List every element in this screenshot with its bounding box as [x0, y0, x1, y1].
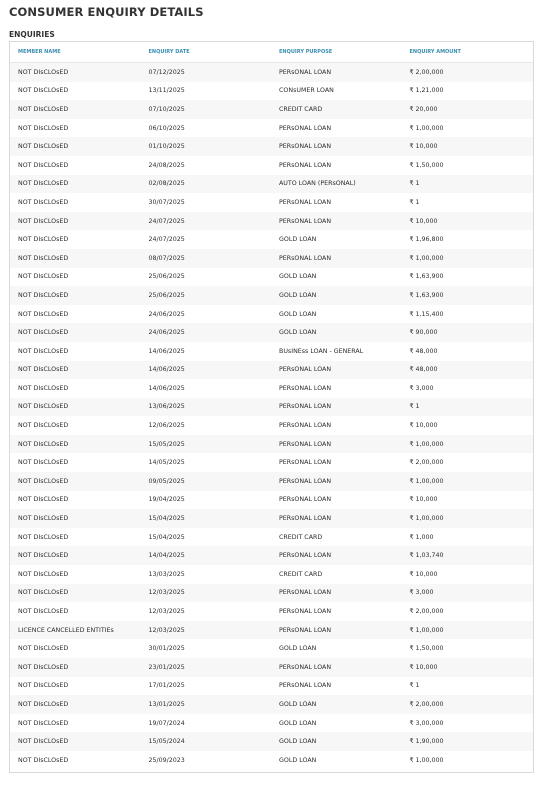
- table-row: [10, 472, 533, 491]
- enquiry-purpose-cell: GOLD LOAN: [279, 719, 317, 727]
- enquiry-date-cell: 13/11/2025: [148, 87, 185, 95]
- member-name-cell: NOT DIsCLOsED: [18, 440, 69, 448]
- enquiry-amount-cell: ₹ 1,00,000: [409, 124, 444, 132]
- enquiry-purpose-cell: PERsONAL LOAN: [279, 198, 332, 206]
- member-name-cell: NOT DIsCLOsED: [18, 310, 69, 318]
- member-name-cell: NOT DIsCLOsED: [18, 459, 69, 467]
- member-name-cell: NOT DIsCLOsED: [18, 422, 69, 430]
- enquiry-amount-cell: ₹ 3,000: [409, 384, 434, 392]
- table-row: [10, 584, 533, 603]
- enquiry-amount-cell: ₹ 1,96,800: [409, 236, 444, 244]
- enquiry-purpose-cell: PERsONAL LOAN: [279, 589, 332, 597]
- enquiry-date-cell: 15/04/2025: [148, 533, 185, 541]
- table-row: [10, 230, 533, 249]
- table-body: [10, 63, 533, 770]
- member-name-cell: NOT DIsCLOsED: [18, 273, 69, 281]
- enquiry-purpose-cell: PERsONAL LOAN: [279, 682, 332, 690]
- enquiry-amount-cell: ₹ 10,000: [409, 496, 438, 504]
- column-header-member-name: MEMBER NAME: [18, 49, 61, 55]
- column-header-enquiry-amount: ENQUIRY AMOUNT: [409, 49, 461, 55]
- enquiry-purpose-cell: PERsONAL LOAN: [279, 663, 332, 671]
- enquiry-purpose-cell: PERsONAL LOAN: [279, 161, 332, 169]
- enquiry-amount-cell: ₹ 1: [409, 682, 420, 690]
- table-row: [10, 63, 533, 82]
- member-name-cell: NOT DIsCLOsED: [18, 570, 69, 578]
- enquiries-table: [10, 42, 533, 770]
- enquiry-amount-cell: ₹ 1,50,000: [409, 161, 444, 169]
- enquiry-date-cell: 13/03/2025: [148, 570, 185, 578]
- enquiry-amount-cell: ₹ 1,63,900: [409, 291, 444, 299]
- table-row: [10, 621, 533, 640]
- enquiry-amount-cell: ₹ 3,000: [409, 589, 434, 597]
- member-name-cell: NOT DIsCLOsED: [18, 645, 69, 653]
- enquiry-amount-cell: ₹ 10,000: [409, 422, 438, 430]
- table-row: [10, 509, 533, 528]
- enquiry-purpose-cell: PERsONAL LOAN: [279, 124, 332, 132]
- enquiry-amount-cell: ₹ 48,000: [409, 366, 438, 374]
- enquiry-date-cell: 14/06/2025: [148, 347, 185, 355]
- enquiry-date-cell: 12/03/2025: [148, 608, 185, 616]
- enquiry-amount-cell: ₹ 2,00,000: [409, 459, 444, 467]
- member-name-cell: NOT DIsCLOsED: [18, 161, 69, 169]
- enquiry-purpose-cell: GOLD LOAN: [279, 738, 317, 746]
- enquiry-amount-cell: ₹ 1,63,900: [409, 273, 444, 281]
- table-row: [10, 342, 533, 361]
- enquiry-purpose-cell: GOLD LOAN: [279, 236, 317, 244]
- member-name-cell: NOT DIsCLOsED: [18, 608, 69, 616]
- table-row: [10, 119, 533, 138]
- table-row: [10, 528, 533, 547]
- enquiry-date-cell: 25/09/2023: [148, 756, 185, 764]
- member-name-cell: NOT DIsCLOsED: [18, 254, 69, 262]
- member-name-cell: NOT DIsCLOsED: [18, 719, 69, 727]
- enquiry-date-cell: 30/01/2025: [148, 645, 185, 653]
- member-name-cell: NOT DIsCLOsED: [18, 384, 69, 392]
- enquiry-amount-cell: ₹ 2,00,000: [409, 700, 444, 708]
- member-name-cell: NOT DIsCLOsED: [18, 291, 69, 299]
- member-name-cell: NOT DIsCLOsED: [18, 347, 69, 355]
- enquiry-amount-cell: ₹ 1: [409, 180, 420, 188]
- enquiry-date-cell: 13/01/2025: [148, 700, 185, 708]
- enquiry-amount-cell: ₹ 10,000: [409, 143, 438, 151]
- column-header-enquiry-purpose: ENQUIRY PURPOSE: [279, 49, 333, 55]
- member-name-cell: NOT DIsCLOsED: [18, 496, 69, 504]
- enquiry-date-cell: 24/07/2025: [148, 217, 185, 225]
- enquiries-table-card: [9, 41, 534, 773]
- enquiry-purpose-cell: PERsONAL LOAN: [279, 143, 332, 151]
- enquiry-purpose-cell: PERsONAL LOAN: [279, 403, 332, 411]
- table-row: [10, 602, 533, 621]
- member-name-cell: NOT DIsCLOsED: [18, 105, 69, 113]
- enquiry-date-cell: 12/03/2025: [148, 589, 185, 597]
- enquiry-date-cell: 07/10/2025: [148, 105, 185, 113]
- enquiry-amount-cell: ₹ 1,90,000: [409, 738, 444, 746]
- section-title: ENQUIRIES: [9, 30, 55, 39]
- table-row: [10, 453, 533, 472]
- enquiry-amount-cell: ₹ 1,00,000: [409, 515, 444, 523]
- member-name-cell: NOT DIsCLOsED: [18, 663, 69, 671]
- enquiry-date-cell: 24/07/2025: [148, 236, 185, 244]
- enquiry-amount-cell: ₹ 1,00,000: [409, 254, 444, 262]
- enquiry-date-cell: 14/06/2025: [148, 366, 185, 374]
- enquiry-amount-cell: ₹ 1: [409, 403, 420, 411]
- enquiry-amount-cell: ₹ 1,03,740: [409, 552, 444, 560]
- table-row: [10, 249, 533, 268]
- enquiry-amount-cell: ₹ 1,00,000: [409, 477, 444, 485]
- table-row: [10, 100, 533, 119]
- enquiry-purpose-cell: BUsINEss LOAN - GENERAL: [279, 347, 364, 355]
- enquiry-purpose-cell: PERsONAL LOAN: [279, 217, 332, 225]
- enquiry-purpose-cell: CREDIT CARD: [279, 570, 323, 578]
- table-row: [10, 546, 533, 565]
- enquiry-amount-cell: ₹ 1,000: [409, 533, 434, 541]
- table-row: [10, 361, 533, 380]
- enquiry-purpose-cell: GOLD LOAN: [279, 329, 317, 337]
- table-row: [10, 175, 533, 194]
- enquiry-purpose-cell: CONsUMER LOAN: [279, 87, 334, 95]
- enquiry-purpose-cell: PERsONAL LOAN: [279, 440, 332, 448]
- enquiry-purpose-cell: AUTO LOAN (PERsONAL): [279, 180, 356, 188]
- member-name-cell: NOT DIsCLOsED: [18, 756, 69, 764]
- enquiry-purpose-cell: GOLD LOAN: [279, 273, 317, 281]
- table-row: [10, 82, 533, 101]
- enquiry-amount-cell: ₹ 1,00,000: [409, 440, 444, 448]
- enquiry-date-cell: 24/06/2025: [148, 329, 185, 337]
- enquiry-date-cell: 17/01/2025: [148, 682, 185, 690]
- enquiry-date-cell: 24/08/2025: [148, 161, 185, 169]
- member-name-cell: NOT DIsCLOsED: [18, 477, 69, 485]
- enquiry-amount-cell: ₹ 90,000: [409, 329, 438, 337]
- enquiry-purpose-cell: PERsONAL LOAN: [279, 608, 332, 616]
- enquiry-date-cell: 09/05/2025: [148, 477, 185, 485]
- member-name-cell: NOT DIsCLOsED: [18, 329, 69, 337]
- table-row: [10, 193, 533, 212]
- page-title: CONSUMER ENQUIRY DETAILS: [9, 5, 204, 19]
- enquiry-purpose-cell: PERsONAL LOAN: [279, 422, 332, 430]
- enquiry-date-cell: 01/10/2025: [148, 143, 185, 151]
- enquiry-date-cell: 19/04/2025: [148, 496, 185, 504]
- enquiry-date-cell: 06/10/2025: [148, 124, 185, 132]
- member-name-cell: NOT DIsCLOsED: [18, 589, 69, 597]
- enquiry-amount-cell: ₹ 3,00,000: [409, 719, 444, 727]
- table-row: [10, 305, 533, 324]
- member-name-cell: NOT DIsCLOsED: [18, 552, 69, 560]
- member-name-cell: NOT DIsCLOsED: [18, 738, 69, 746]
- enquiry-amount-cell: ₹ 1,00,000: [409, 626, 444, 634]
- enquiry-purpose-cell: PERsONAL LOAN: [279, 477, 332, 485]
- enquiry-date-cell: 15/04/2025: [148, 515, 185, 523]
- enquiry-amount-cell: ₹ 20,000: [409, 105, 438, 113]
- enquiry-date-cell: 12/06/2025: [148, 422, 185, 430]
- enquiry-purpose-cell: PERsONAL LOAN: [279, 515, 332, 523]
- table-row: [10, 379, 533, 398]
- enquiry-date-cell: 15/05/2024: [148, 738, 185, 746]
- enquiry-amount-cell: ₹ 10,000: [409, 570, 438, 578]
- table-row: [10, 565, 533, 584]
- table-row: [10, 156, 533, 175]
- enquiry-date-cell: 12/03/2025: [148, 626, 185, 634]
- enquiry-amount-cell: ₹ 1,15,400: [409, 310, 444, 318]
- member-name-cell: NOT DIsCLOsED: [18, 403, 69, 411]
- enquiry-date-cell: 30/07/2025: [148, 198, 185, 206]
- table-row: [10, 212, 533, 231]
- table-row: [10, 751, 533, 770]
- enquiry-amount-cell: ₹ 1,00,000: [409, 756, 444, 764]
- table-row: [10, 323, 533, 342]
- enquiry-date-cell: 25/06/2025: [148, 273, 185, 281]
- enquiry-amount-cell: ₹ 48,000: [409, 347, 438, 355]
- enquiry-amount-cell: ₹ 10,000: [409, 217, 438, 225]
- enquiry-date-cell: 14/05/2025: [148, 459, 185, 467]
- member-name-cell: NOT DIsCLOsED: [18, 68, 69, 76]
- member-name-cell: NOT DIsCLOsED: [18, 143, 69, 151]
- enquiry-purpose-cell: GOLD LOAN: [279, 645, 317, 653]
- table-row: [10, 677, 533, 696]
- enquiry-date-cell: 02/08/2025: [148, 180, 185, 188]
- enquiry-amount-cell: ₹ 10,000: [409, 663, 438, 671]
- member-name-cell: NOT DIsCLOsED: [18, 180, 69, 188]
- enquiry-date-cell: 14/06/2025: [148, 384, 185, 392]
- enquiry-date-cell: 14/04/2025: [148, 552, 185, 560]
- table-row: [10, 491, 533, 510]
- enquiry-amount-cell: ₹ 2,00,000: [409, 68, 444, 76]
- table-row: [10, 732, 533, 751]
- enquiry-date-cell: 19/07/2024: [148, 719, 185, 727]
- table-row: [10, 137, 533, 156]
- enquiry-purpose-cell: PERsONAL LOAN: [279, 366, 332, 374]
- column-header-enquiry-date: ENQUIRY DATE: [148, 49, 190, 55]
- table-row: [10, 398, 533, 417]
- member-name-cell: NOT DIsCLOsED: [18, 124, 69, 132]
- enquiry-amount-cell: ₹ 1,50,000: [409, 645, 444, 653]
- member-name-cell: NOT DIsCLOsED: [18, 217, 69, 225]
- member-name-cell: NOT DIsCLOsED: [18, 198, 69, 206]
- enquiry-purpose-cell: PERsONAL LOAN: [279, 254, 332, 262]
- table-row: [10, 639, 533, 658]
- enquiry-amount-cell: ₹ 1,21,000: [409, 87, 444, 95]
- enquiry-purpose-cell: GOLD LOAN: [279, 291, 317, 299]
- member-name-cell: NOT DIsCLOsED: [18, 682, 69, 690]
- enquiry-purpose-cell: PERsONAL LOAN: [279, 626, 332, 634]
- enquiry-purpose-cell: GOLD LOAN: [279, 310, 317, 318]
- table-row: [10, 714, 533, 733]
- enquiry-purpose-cell: PERsONAL LOAN: [279, 496, 332, 504]
- table-row: [10, 416, 533, 435]
- table-row: [10, 658, 533, 677]
- enquiry-amount-cell: ₹ 2,00,000: [409, 608, 444, 616]
- enquiry-date-cell: 07/12/2025: [148, 68, 185, 76]
- enquiry-purpose-cell: PERsONAL LOAN: [279, 459, 332, 467]
- member-name-cell: NOT DIsCLOsED: [18, 87, 69, 95]
- table-row: [10, 268, 533, 287]
- enquiry-date-cell: 08/07/2025: [148, 254, 185, 262]
- member-name-cell: LICENCE CANCELLED ENTITIEs: [18, 626, 114, 634]
- enquiry-date-cell: 15/05/2025: [148, 440, 185, 448]
- enquiry-purpose-cell: CREDIT CARD: [279, 105, 323, 113]
- enquiry-amount-cell: ₹ 1: [409, 198, 420, 206]
- member-name-cell: NOT DIsCLOsED: [18, 366, 69, 374]
- enquiry-purpose-cell: GOLD LOAN: [279, 756, 317, 764]
- member-name-cell: NOT DIsCLOsED: [18, 533, 69, 541]
- enquiry-purpose-cell: PERsONAL LOAN: [279, 384, 332, 392]
- enquiry-date-cell: 23/01/2025: [148, 663, 185, 671]
- enquiry-date-cell: 25/06/2025: [148, 291, 185, 299]
- enquiry-date-cell: 13/06/2025: [148, 403, 185, 411]
- member-name-cell: NOT DIsCLOsED: [18, 700, 69, 708]
- member-name-cell: NOT DIsCLOsED: [18, 236, 69, 244]
- table-header: [10, 42, 533, 63]
- enquiry-purpose-cell: PERsONAL LOAN: [279, 68, 332, 76]
- enquiry-purpose-cell: GOLD LOAN: [279, 700, 317, 708]
- table-row: [10, 695, 533, 714]
- enquiry-date-cell: 24/06/2025: [148, 310, 185, 318]
- table-row: [10, 435, 533, 454]
- enquiry-purpose-cell: PERsONAL LOAN: [279, 552, 332, 560]
- enquiry-purpose-cell: CREDIT CARD: [279, 533, 323, 541]
- member-name-cell: NOT DIsCLOsED: [18, 515, 69, 523]
- table-row: [10, 286, 533, 305]
